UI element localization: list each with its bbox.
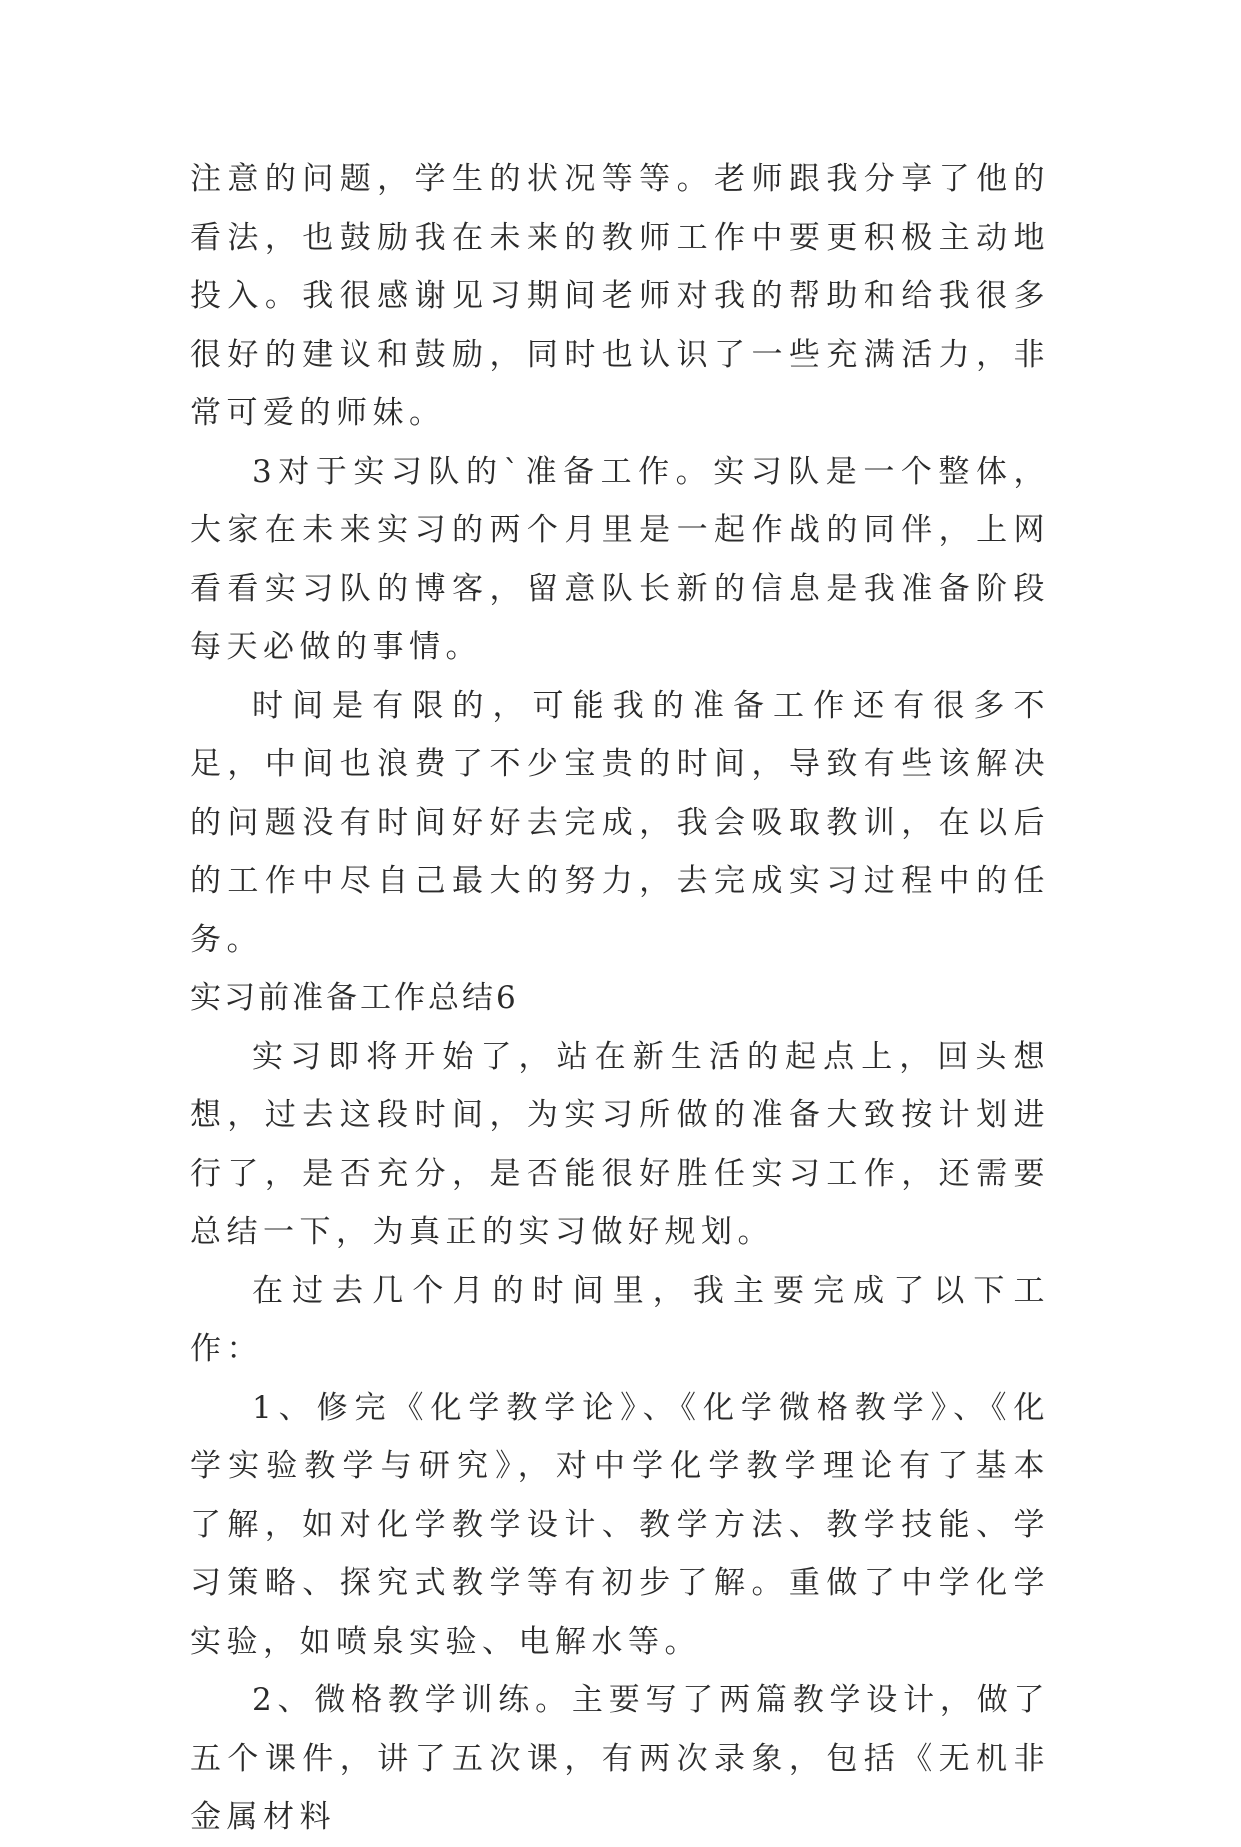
- paragraph-team-preparation: 3对于实习队的`准备工作。实习队是一个整体，大家在未来实习的两个月里是一起作战的同伴，上网看看实习队的博客，留意队长新的信息是我准备阶段每天必做的事情。: [190, 453, 1050, 665]
- paragraph-item-2: 2、微格教学训练。主要写了两篇教学设计，做了五个课件，讲了五次课，有两次录象，包括《无机非金属材料: [190, 1682, 1050, 1835]
- paragraph-work-list-intro: 在过去几个月的时间里，我主要完成了以下工作：: [190, 1272, 1050, 1367]
- document-body: [190, 150, 1050, 1847]
- paragraph-time-limited: 时间是有限的，可能我的准备工作还有很多不足，中间也浪费了不少宝贵的时间，导致有些该解决的问题没有时间好好去完成，我会吸取教训，在以后的工作中尽自己最大的努力，去完成实习过程中的任务。: [190, 687, 1050, 958]
- paragraph-intro: 实习即将开始了，站在新生活的起点上，回头想想，过去这段时间，为实习所做的准备大致按计划进行了，是否充分，是否能很好胜任实习工作，还需要总结一下，为真正的实习做好规划。: [190, 1038, 1050, 1250]
- paragraph-item-1: 1、修完《化学教学论》、《化学微格教学》、《化学实验教学与研究》，对中学化学教学理论有了基本了解，如对化学教学设计、教学方法、教学技能、学习策略、探究式教学等有初步了解。重做了中学化学实验，如喷泉实验、电解水等。: [190, 1389, 1050, 1660]
- section-heading: 实习前准备工作总结6: [190, 980, 519, 1016]
- paragraph-continuation: 注意的问题，学生的状况等等。老师跟我分享了他的看法，也鼓励我在未来的教师工作中要更积极主动地投入。我很感谢见习期间老师对我的帮助和给我很多很好的建议和鼓励，同时也认识了一些充满活力，非常可爱的师妹。: [190, 161, 1050, 431]
